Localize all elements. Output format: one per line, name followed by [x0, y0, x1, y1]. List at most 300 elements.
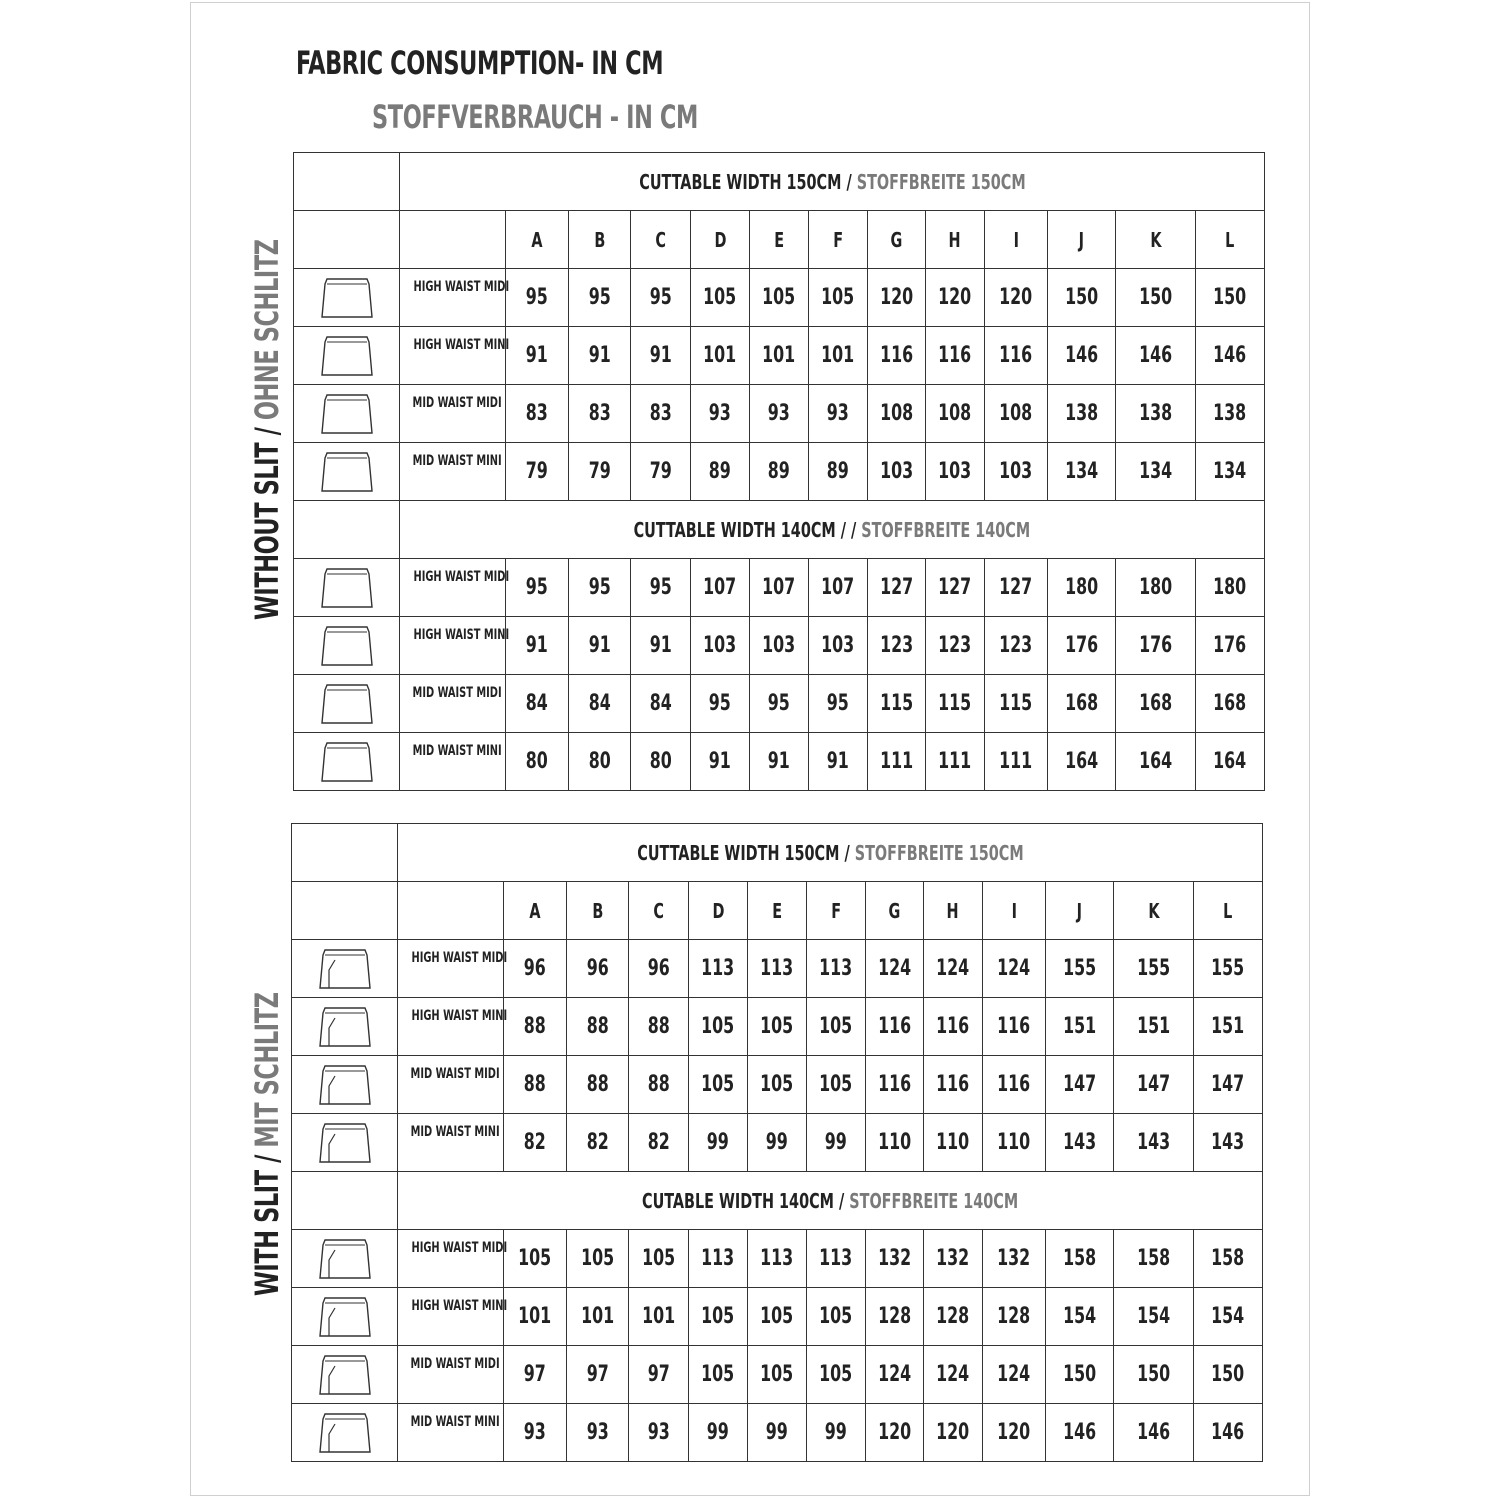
- value-cell: [809, 327, 868, 385]
- value-cell: [1114, 998, 1194, 1056]
- value-cell: [868, 327, 926, 385]
- fabric-value: 79: [649, 459, 672, 484]
- size-label: H: [948, 227, 962, 252]
- fabric-value: 146: [1136, 1420, 1171, 1445]
- value-cell: [689, 1288, 748, 1346]
- value-cell: [924, 1346, 983, 1404]
- size-header-cell: [1116, 211, 1196, 269]
- style-label: HIGH WAIST MIDI: [411, 950, 508, 966]
- value-cell: [750, 617, 809, 675]
- table-row: [294, 675, 1265, 733]
- width-header-row-150: [292, 824, 1263, 882]
- value-cell: [569, 443, 631, 501]
- skirt-high-waist-mini-icon: [294, 623, 399, 669]
- fabric-value: 84: [588, 691, 611, 716]
- size-header-cell: [809, 211, 868, 269]
- style-label-cell: [398, 1230, 508, 1288]
- value-cell: [868, 443, 926, 501]
- skirt-icon-cell: [294, 617, 400, 675]
- size-header-cell: [1048, 211, 1116, 269]
- fabric-value: 113: [819, 956, 853, 981]
- value-cell: [629, 1288, 689, 1346]
- value-cell: [868, 269, 926, 327]
- fabric-value: 91: [649, 343, 672, 368]
- fabric-value: 91: [525, 343, 549, 368]
- fabric-value: 91: [826, 749, 850, 774]
- fabric-value: 116: [997, 1014, 1031, 1039]
- fabric-value: 105: [518, 1246, 552, 1271]
- fabric-value: 91: [588, 343, 611, 368]
- size-header-cell: [983, 882, 1046, 940]
- value-cell: [569, 269, 631, 327]
- fabric-value: 120: [997, 1420, 1031, 1445]
- fabric-value: 151: [1062, 1014, 1097, 1039]
- fabric-value: 164: [1064, 749, 1099, 774]
- skirt-mid-waist-midi-icon: [294, 681, 399, 727]
- size-header-cell: [985, 211, 1048, 269]
- fabric-value: 151: [1136, 1014, 1171, 1039]
- value-cell: [866, 1230, 924, 1288]
- value-cell: [504, 1288, 567, 1346]
- value-cell: [1048, 385, 1116, 443]
- skirt-icon-cell: [292, 1288, 398, 1346]
- value-cell: [809, 559, 868, 617]
- fabric-value: 123: [999, 633, 1033, 658]
- fabric-value: 116: [938, 343, 972, 368]
- size-label: L: [1225, 227, 1235, 252]
- fabric-value: 95: [588, 575, 611, 600]
- value-cell: [504, 940, 567, 998]
- table-row: [294, 733, 1265, 791]
- fabric-value: 91: [588, 633, 611, 658]
- size-header-cell: [750, 211, 809, 269]
- width-header-row-140: [294, 501, 1265, 559]
- skirt-icon-cell: [292, 1404, 398, 1462]
- fabric-value: 84: [649, 691, 672, 716]
- fabric-value: 93: [647, 1420, 670, 1445]
- value-cell: [691, 733, 750, 791]
- value-cell: [983, 1114, 1046, 1172]
- value-cell: [1196, 385, 1265, 443]
- fabric-value: 88: [523, 1014, 547, 1039]
- fabric-value: 103: [762, 633, 796, 658]
- value-cell: [689, 1346, 748, 1404]
- value-cell: [1048, 675, 1116, 733]
- fabric-value: 89: [767, 459, 791, 484]
- value-cell: [1116, 443, 1196, 501]
- value-cell: [748, 940, 807, 998]
- table-row: [292, 1346, 1263, 1404]
- value-cell: [985, 617, 1048, 675]
- value-cell: [926, 733, 985, 791]
- fabric-value: 124: [936, 1362, 970, 1387]
- style-label: HIGH WAIST MINI: [413, 337, 510, 353]
- value-cell: [1046, 1056, 1114, 1114]
- fabric-value: 103: [938, 459, 972, 484]
- value-cell: [1114, 1288, 1194, 1346]
- size-header-cell: [569, 211, 631, 269]
- table-row: [294, 443, 1265, 501]
- value-cell: [631, 385, 691, 443]
- size-header-cell: [1046, 882, 1114, 940]
- value-cell: [807, 1346, 866, 1404]
- fabric-value: 116: [877, 1014, 912, 1039]
- fabric-value: 120: [938, 285, 972, 310]
- value-cell: [1048, 327, 1116, 385]
- fabric-value: 127: [938, 575, 972, 600]
- value-cell: [1196, 617, 1265, 675]
- fabric-value: 124: [877, 1362, 912, 1387]
- value-cell: [506, 327, 569, 385]
- value-cell: [1116, 675, 1196, 733]
- value-cell: [750, 443, 809, 501]
- skirt-icon-cell: [294, 675, 400, 733]
- style-label-cell: [400, 385, 506, 443]
- style-label-cell: [400, 675, 506, 733]
- skirt-icon-cell: [292, 1346, 398, 1404]
- value-cell: [924, 1056, 983, 1114]
- slit-skirt-mid-waist-mini-icon: [292, 1410, 397, 1456]
- value-cell: [1196, 327, 1265, 385]
- size-label: J: [1078, 227, 1085, 252]
- value-cell: [926, 327, 985, 385]
- value-cell: [504, 1056, 567, 1114]
- fabric-value: 127: [999, 575, 1033, 600]
- fabric-value: 105: [819, 1072, 853, 1097]
- size-header-cell: [924, 882, 983, 940]
- value-cell: [748, 998, 807, 1056]
- fabric-value: 111: [938, 749, 972, 774]
- value-cell: [924, 1114, 983, 1172]
- fabric-value: 93: [826, 401, 850, 426]
- value-cell: [809, 443, 868, 501]
- value-cell: [926, 385, 985, 443]
- fabric-value: 105: [819, 1304, 853, 1329]
- fabric-value: 120: [936, 1420, 970, 1445]
- fabric-value: 93: [767, 401, 791, 426]
- value-cell: [866, 1404, 924, 1462]
- fabric-value: 120: [877, 1420, 912, 1445]
- value-cell: [924, 1404, 983, 1462]
- fabric-value: 110: [997, 1130, 1031, 1155]
- fabric-value: 150: [1211, 1362, 1245, 1387]
- fabric-value: 99: [765, 1420, 789, 1445]
- table-row: [294, 385, 1265, 443]
- value-cell: [983, 1288, 1046, 1346]
- value-cell: [567, 1230, 629, 1288]
- side-label-de: OHNE SCHLITZ: [248, 239, 286, 428]
- fabric-value: 99: [824, 1130, 848, 1155]
- value-cell: [807, 1288, 866, 1346]
- value-cell: [983, 998, 1046, 1056]
- value-cell: [1046, 1230, 1114, 1288]
- value-cell: [866, 1114, 924, 1172]
- width-label-en: CUTABLE WIDTH 140CM /: [641, 1188, 845, 1213]
- value-cell: [983, 1230, 1046, 1288]
- fabric-value: 99: [706, 1420, 730, 1445]
- size-label: I: [1013, 227, 1019, 252]
- value-cell: [1196, 559, 1265, 617]
- value-cell: [691, 559, 750, 617]
- style-label: HIGH WAIST MIDI: [413, 279, 510, 295]
- value-cell: [629, 1346, 689, 1404]
- value-cell: [868, 733, 926, 791]
- value-cell: [866, 998, 924, 1056]
- value-cell: [506, 385, 569, 443]
- fabric-value: 113: [760, 956, 794, 981]
- fabric-value: 80: [525, 749, 549, 774]
- value-cell: [807, 1056, 866, 1114]
- fabric-value: 88: [586, 1072, 609, 1097]
- fabric-value: 154: [1062, 1304, 1097, 1329]
- style-label-cell: [398, 1346, 504, 1404]
- skirt-mid-waist-mini-icon: [294, 739, 399, 785]
- style-label-cell: [400, 617, 510, 675]
- fabric-value: 105: [703, 285, 737, 310]
- value-cell: [1194, 1114, 1263, 1172]
- skirt-icon-cell: [292, 998, 398, 1056]
- fabric-value: 82: [647, 1130, 670, 1155]
- fabric-value: 101: [580, 1304, 615, 1329]
- fabric-value: 115: [999, 691, 1033, 716]
- value-cell: [866, 940, 924, 998]
- value-cell: [807, 998, 866, 1056]
- fabric-value: 150: [1062, 1362, 1097, 1387]
- empty-cell: [292, 1172, 398, 1230]
- value-cell: [567, 1346, 629, 1404]
- size-header-cell: [926, 211, 985, 269]
- width-label-de: STOFFBREITE 140CM: [856, 517, 1031, 542]
- style-label: HIGH WAIST MIDI: [413, 569, 510, 585]
- size-header-cell: [506, 211, 569, 269]
- fabric-value: 107: [821, 575, 855, 600]
- fabric-value: 88: [647, 1014, 670, 1039]
- empty-cell: [294, 501, 400, 559]
- width-header-row-150: [294, 153, 1265, 211]
- value-cell: [1196, 675, 1265, 733]
- fabric-value: 123: [879, 633, 914, 658]
- fabric-value: 120: [999, 285, 1033, 310]
- value-cell: [504, 998, 567, 1056]
- fabric-value: 116: [877, 1072, 912, 1097]
- size-label: F: [831, 898, 841, 923]
- fabric-value: 105: [580, 1246, 615, 1271]
- skirt-icon-cell: [294, 733, 400, 791]
- value-cell: [631, 617, 691, 675]
- fabric-value: 96: [647, 956, 670, 981]
- value-cell: [1116, 269, 1196, 327]
- fabric-value: 95: [767, 691, 791, 716]
- value-cell: [1116, 559, 1196, 617]
- value-cell: [506, 675, 569, 733]
- value-cell: [504, 1114, 567, 1172]
- size-header-cell: [504, 882, 567, 940]
- fabric-value: 147: [1136, 1072, 1171, 1097]
- value-cell: [691, 327, 750, 385]
- skirt-mid-waist-midi-icon: [294, 391, 399, 437]
- fabric-value: 150: [1136, 1362, 1171, 1387]
- fabric-value: 155: [1211, 956, 1245, 981]
- fabric-value: 84: [525, 691, 549, 716]
- fabric-value: 95: [826, 691, 850, 716]
- fabric-value: 168: [1064, 691, 1099, 716]
- fabric-value: 108: [938, 401, 972, 426]
- fabric-value: 180: [1064, 575, 1099, 600]
- fabric-value: 164: [1213, 749, 1247, 774]
- value-cell: [691, 617, 750, 675]
- value-cell: [1196, 269, 1265, 327]
- style-label-cell: [400, 443, 506, 501]
- value-cell: [1046, 1346, 1114, 1404]
- value-cell: [567, 1056, 629, 1114]
- value-cell: [983, 1404, 1046, 1462]
- size-header-cell: [1194, 882, 1263, 940]
- size-header-cell: [629, 882, 689, 940]
- value-cell: [629, 1114, 689, 1172]
- skirt-icon-cell: [294, 385, 400, 443]
- fabric-value: 91: [525, 633, 549, 658]
- fabric-value: 127: [879, 575, 914, 600]
- size-label: K: [1147, 898, 1160, 923]
- value-cell: [1048, 617, 1116, 675]
- fabric-value: 146: [1213, 343, 1247, 368]
- value-cell: [924, 940, 983, 998]
- style-label: MID WAIST MINI: [410, 1124, 500, 1140]
- value-cell: [807, 940, 866, 998]
- fabric-value: 116: [999, 343, 1033, 368]
- fabric-value: 115: [938, 691, 972, 716]
- fabric-value: 105: [641, 1246, 676, 1271]
- fabric-value: 83: [649, 401, 672, 426]
- value-cell: [504, 1346, 567, 1404]
- table-row: [294, 559, 1265, 617]
- size-label: E: [772, 898, 782, 923]
- fabric-value: 101: [821, 343, 855, 368]
- fabric-value: 108: [879, 401, 914, 426]
- value-cell: [926, 443, 985, 501]
- fabric-value: 113: [760, 1246, 794, 1271]
- style-label-cell: [398, 940, 508, 998]
- fabric-value: 105: [701, 1014, 735, 1039]
- value-cell: [691, 443, 750, 501]
- size-label: C: [655, 227, 666, 252]
- size-header-cell: [567, 882, 629, 940]
- fabric-value: 146: [1138, 343, 1173, 368]
- fabric-value: 80: [649, 749, 672, 774]
- fabric-value: 101: [703, 343, 737, 368]
- value-cell: [1194, 1288, 1263, 1346]
- width-label-de: STOFFBREITE 150CM: [851, 169, 1026, 194]
- fabric-value: 99: [765, 1130, 789, 1155]
- value-cell: [985, 675, 1048, 733]
- page-title: FABRIC CONSUMPTION- IN CM: [296, 44, 664, 82]
- fabric-value: 93: [708, 401, 732, 426]
- fabric-value: 124: [997, 956, 1031, 981]
- value-cell: [1048, 269, 1116, 327]
- slit-skirt-mid-waist-midi-icon: [292, 1062, 397, 1108]
- table-row: [292, 1230, 1263, 1288]
- value-cell: [809, 675, 868, 733]
- skirt-icon-cell: [292, 940, 398, 998]
- style-label: MID WAIST MINI: [410, 1414, 500, 1430]
- fabric-value: 180: [1138, 575, 1173, 600]
- fabric-value: 111: [879, 749, 914, 774]
- empty-cell: [294, 211, 400, 269]
- style-label-cell: [398, 1404, 504, 1462]
- value-cell: [1194, 1346, 1263, 1404]
- skirt-icon-cell: [292, 1114, 398, 1172]
- value-cell: [1114, 940, 1194, 998]
- value-cell: [807, 1230, 866, 1288]
- skirt-icon-cell: [292, 1230, 398, 1288]
- fabric-value: 108: [999, 401, 1033, 426]
- value-cell: [1116, 733, 1196, 791]
- value-cell: [631, 269, 691, 327]
- fabric-value: 176: [1213, 633, 1247, 658]
- value-cell: [629, 1056, 689, 1114]
- value-cell: [985, 385, 1048, 443]
- value-cell: [750, 733, 809, 791]
- size-header-cell: [689, 882, 748, 940]
- fabric-value: 168: [1138, 691, 1173, 716]
- fabric-value: 101: [641, 1304, 676, 1329]
- empty-cell: [400, 211, 506, 269]
- value-cell: [569, 675, 631, 733]
- skirt-icon-cell: [294, 327, 400, 385]
- value-cell: [567, 1288, 629, 1346]
- value-cell: [1046, 1114, 1114, 1172]
- style-label: MID WAIST MINI: [412, 453, 502, 469]
- fabric-value: 110: [936, 1130, 970, 1155]
- size-label: F: [833, 227, 843, 252]
- value-cell: [750, 269, 809, 327]
- value-cell: [809, 269, 868, 327]
- value-cell: [1114, 1056, 1194, 1114]
- width-header-cell: [400, 153, 1265, 211]
- fabric-value: 105: [762, 285, 796, 310]
- slit-skirt-mid-waist-mini-icon: [292, 1120, 397, 1166]
- fabric-value: 79: [588, 459, 611, 484]
- value-cell: [926, 675, 985, 733]
- value-cell: [750, 385, 809, 443]
- value-cell: [689, 998, 748, 1056]
- value-cell: [926, 559, 985, 617]
- value-cell: [1196, 443, 1265, 501]
- fabric-value: 146: [1064, 343, 1099, 368]
- fabric-value: 155: [1136, 956, 1171, 981]
- side-label-de: MIT SCHLITZ: [248, 992, 286, 1156]
- value-cell: [569, 617, 631, 675]
- style-label-cell: [400, 559, 510, 617]
- value-cell: [569, 385, 631, 443]
- value-cell: [750, 327, 809, 385]
- fabric-value: 107: [703, 575, 737, 600]
- fabric-table-without-slit: [293, 152, 1265, 791]
- size-label: J: [1076, 898, 1083, 923]
- style-label-cell: [398, 998, 508, 1056]
- value-cell: [748, 1056, 807, 1114]
- value-cell: [569, 327, 631, 385]
- fabric-value: 91: [649, 633, 672, 658]
- fabric-value: 155: [1062, 956, 1097, 981]
- fabric-value: 95: [708, 691, 732, 716]
- fabric-value: 91: [767, 749, 791, 774]
- empty-cell: [294, 153, 400, 211]
- fabric-value: 97: [586, 1362, 609, 1387]
- fabric-value: 96: [523, 956, 547, 981]
- fabric-value: 83: [525, 401, 549, 426]
- slit-skirt-high-waist-mini-icon: [292, 1294, 397, 1340]
